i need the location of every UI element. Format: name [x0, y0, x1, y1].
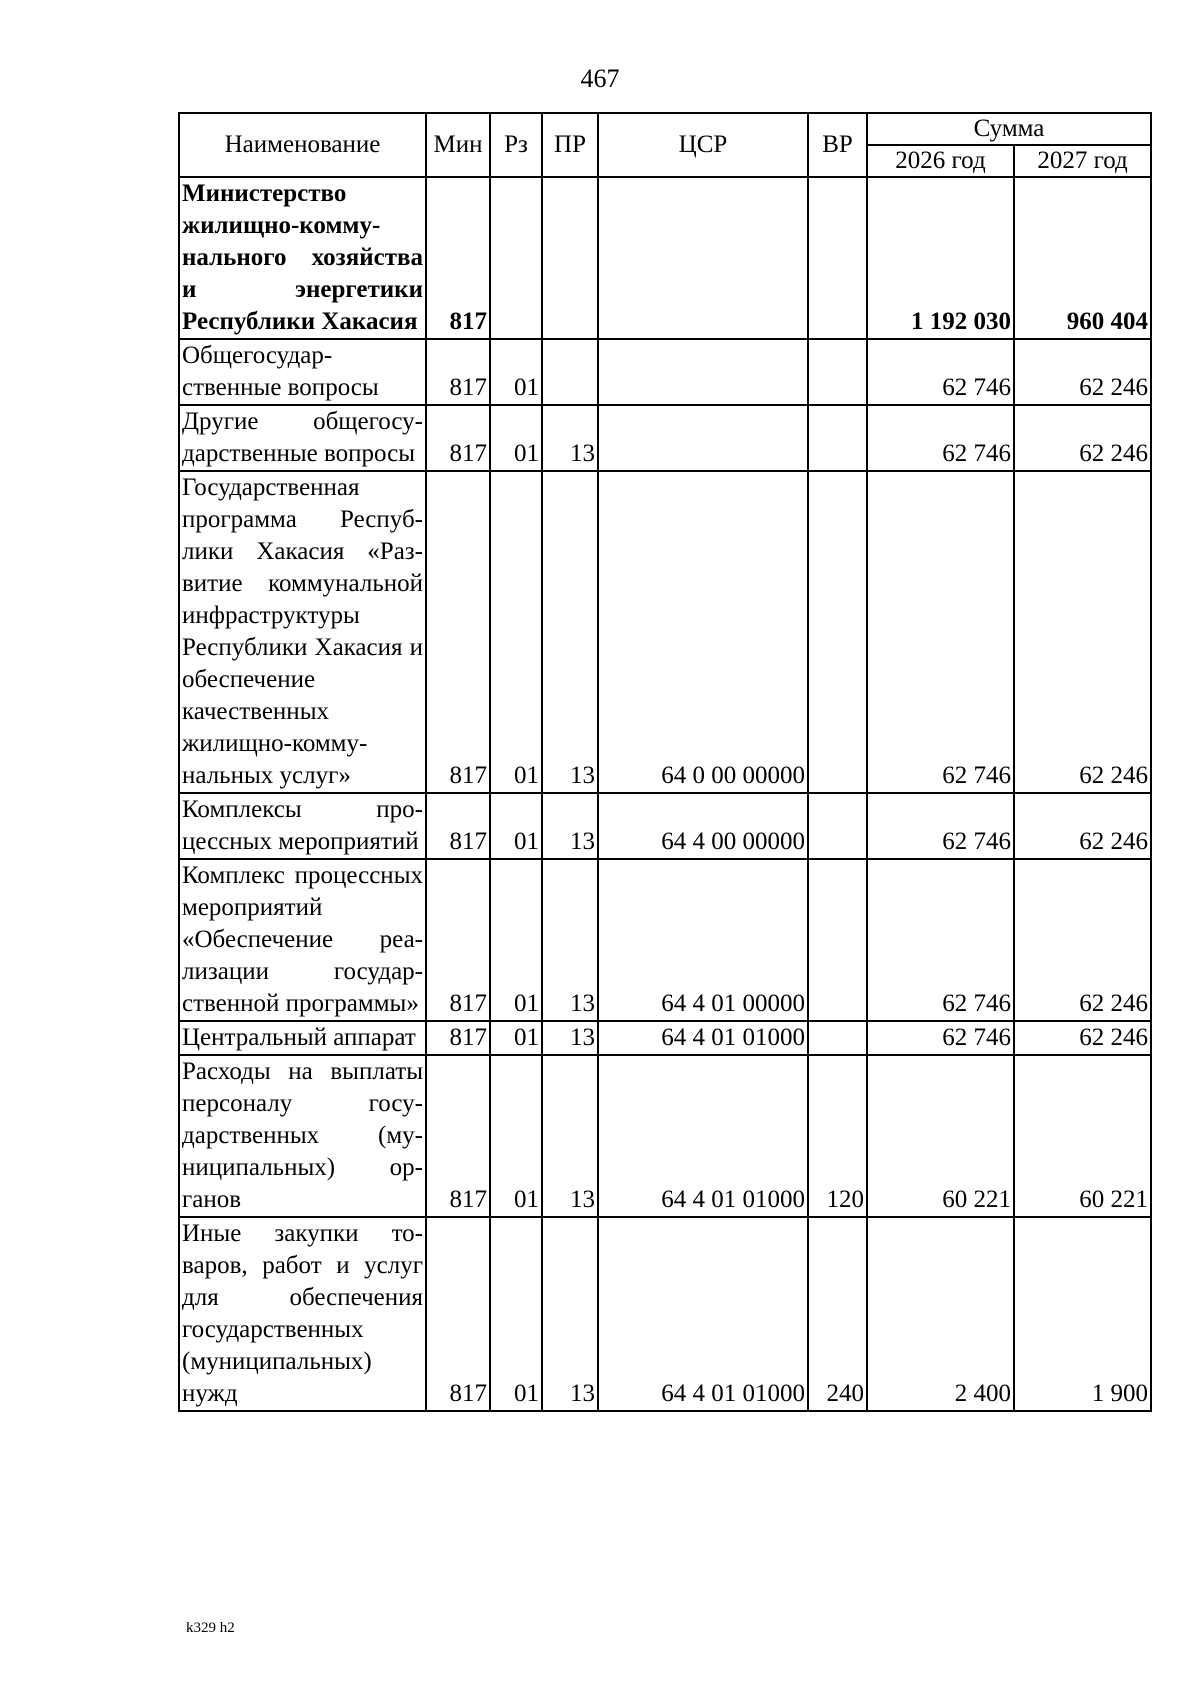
footer-document-code: k329 h2 [186, 1620, 235, 1636]
row-rz: 01 [490, 1021, 542, 1055]
row-amount-2027: 62 246 [1014, 471, 1151, 793]
row-pr: 13 [542, 859, 598, 1021]
row-vr [808, 177, 867, 339]
header-year-2026: 2026 год [867, 145, 1014, 177]
row-pr [542, 339, 598, 405]
header-csr: ЦСР [598, 113, 808, 177]
row-rz: 01 [490, 793, 542, 859]
row-amount-2026: 62 746 [867, 1021, 1014, 1055]
row-rz: 01 [490, 1055, 542, 1217]
row-min: 817 [426, 405, 490, 471]
row-csr: 64 4 01 01000 [598, 1021, 808, 1055]
row-amount-2026: 62 746 [867, 793, 1014, 859]
row-csr: 64 4 01 01000 [598, 1055, 808, 1217]
header-rz: Рз [490, 113, 542, 177]
table-row [179, 405, 1151, 471]
row-min: 817 [426, 793, 490, 859]
table-row [179, 1055, 1151, 1217]
row-min: 817 [426, 339, 490, 405]
row-vr [808, 793, 867, 859]
header-min: Мин [426, 113, 490, 177]
table-row [179, 793, 1151, 859]
row-amount-2026: 2 400 [867, 1217, 1014, 1411]
row-vr [808, 405, 867, 471]
row-amount-2027: 1 900 [1014, 1217, 1151, 1411]
table-row [179, 859, 1151, 1021]
row-pr: 13 [542, 1055, 598, 1217]
row-amount-2027: 62 246 [1014, 339, 1151, 405]
row-min: 817 [426, 471, 490, 793]
row-name: Государственная программа Республики Хакасия «Развитие коммунальной инфраструктуры Республики Хакасия и обеспечение качественных жилищно-коммунальных услуг» [179, 471, 426, 793]
table-row [179, 471, 1151, 793]
table-row [179, 177, 1151, 339]
header-sum: Сумма [867, 113, 1151, 145]
row-amount-2027: 62 246 [1014, 793, 1151, 859]
row-amount-2026: 62 746 [867, 339, 1014, 405]
row-vr: 120 [808, 1055, 867, 1217]
row-vr [808, 1021, 867, 1055]
row-csr [598, 405, 808, 471]
row-name: Расходы на выплаты персоналу государственных (муниципальных) органов [179, 1055, 426, 1217]
row-csr: 64 4 00 00000 [598, 793, 808, 859]
budget-table [178, 112, 1152, 1412]
row-name: Иные закупки товаров, работ и услуг для обеспечения государственных (муниципальных) нужд [179, 1217, 426, 1411]
header-name: Наименование [179, 113, 426, 177]
row-min: 817 [426, 859, 490, 1021]
row-min: 817 [426, 1021, 490, 1055]
table-row [179, 339, 1151, 405]
row-vr: 240 [808, 1217, 867, 1411]
row-rz: 01 [490, 339, 542, 405]
page-number: 467 [580, 64, 620, 93]
row-pr: 13 [542, 1021, 598, 1055]
row-vr [808, 471, 867, 793]
row-csr [598, 339, 808, 405]
row-min: 817 [426, 1055, 490, 1217]
header-year-2027: 2027 год [1014, 145, 1151, 177]
row-rz: 01 [490, 405, 542, 471]
row-pr: 13 [542, 471, 598, 793]
row-amount-2026: 1 192 030 [867, 177, 1014, 339]
row-amount-2026: 62 746 [867, 859, 1014, 1021]
row-amount-2027: 62 246 [1014, 1021, 1151, 1055]
row-rz: 01 [490, 1217, 542, 1411]
row-min: 817 [426, 177, 490, 339]
row-rz: 01 [490, 859, 542, 1021]
row-csr [598, 177, 808, 339]
row-amount-2027: 960 404 [1014, 177, 1151, 339]
row-name: Другие общегосударственные вопросы [179, 405, 426, 471]
row-csr: 64 0 00 00000 [598, 471, 808, 793]
row-vr [808, 859, 867, 1021]
row-name: Общегосударственные вопросы [179, 339, 426, 405]
row-amount-2026: 62 746 [867, 471, 1014, 793]
row-pr: 13 [542, 405, 598, 471]
row-name: Комплексы процессных мероприятий [179, 793, 426, 859]
row-pr [542, 177, 598, 339]
table-row [179, 1217, 1151, 1411]
row-vr [808, 339, 867, 405]
header-pr: ПР [542, 113, 598, 177]
row-amount-2026: 62 746 [867, 405, 1014, 471]
row-min: 817 [426, 1217, 490, 1411]
row-pr: 13 [542, 1217, 598, 1411]
row-name: Комплекс процессных мероприятий «Обеспечение реализации государственной программы» [179, 859, 426, 1021]
row-name: Центральный аппарат [179, 1021, 426, 1055]
row-rz [490, 177, 542, 339]
row-csr: 64 4 01 01000 [598, 1217, 808, 1411]
header-vr: ВР [808, 113, 867, 177]
row-amount-2027: 62 246 [1014, 405, 1151, 471]
row-amount-2027: 62 246 [1014, 859, 1151, 1021]
table-row [179, 1021, 1151, 1055]
row-amount-2026: 60 221 [867, 1055, 1014, 1217]
row-rz: 01 [490, 471, 542, 793]
row-amount-2027: 60 221 [1014, 1055, 1151, 1217]
row-name: Министерство жилищно-коммунального хозяйства и энергетики Республики Хакасия [179, 177, 426, 339]
row-csr: 64 4 01 00000 [598, 859, 808, 1021]
row-pr: 13 [542, 793, 598, 859]
